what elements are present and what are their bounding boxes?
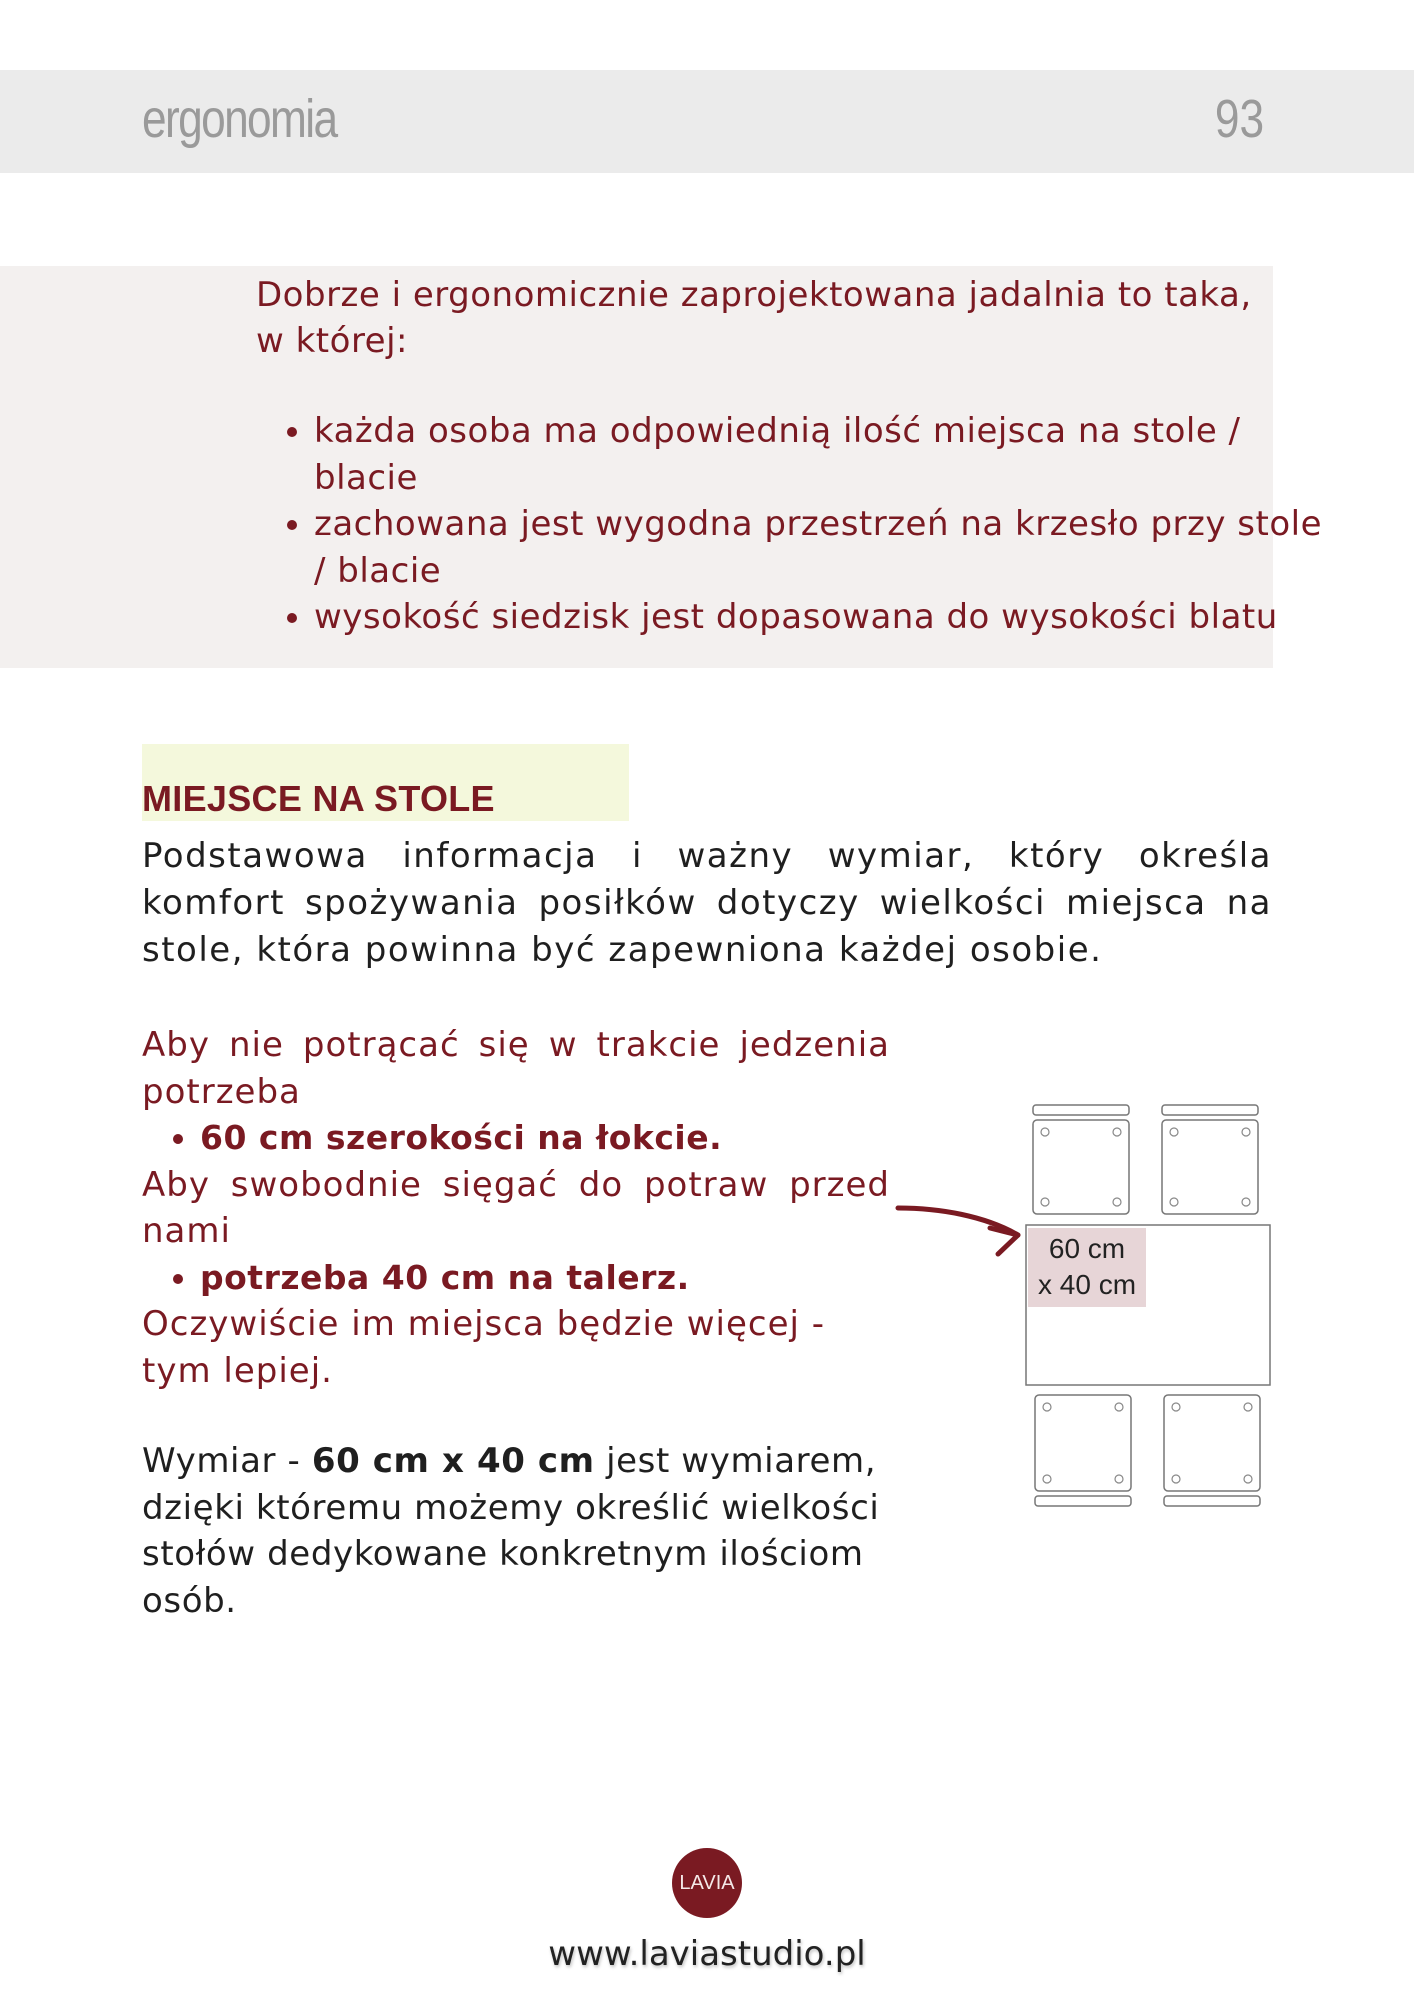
list-item: • zachowana jest wygodna przestrzeń na krzesło przy stole / blacie: [314, 501, 1324, 594]
page-number: 93: [1214, 89, 1264, 149]
list-item: • wysokość siedzisk jest dopasowana do wysokości blatu: [314, 594, 1324, 641]
chair-seat: [1162, 1120, 1258, 1214]
chair-seat: [1035, 1395, 1131, 1491]
intro-text: Dobrze i ergonomicznie zaprojektowana jadalnia to taka, w której:: [256, 275, 1252, 361]
summary-paragraph: [142, 1438, 902, 1624]
summary-prefix: Wymiar -: [142, 1441, 312, 1481]
requirement-note: Oczywiście im miejsca będzie więcej - tym lepiej.: [142, 1304, 826, 1391]
requirement-text-elbows: Aby nie potrącać się w trakcie jedzenia potrzeba: [142, 1025, 890, 1112]
chapter-title: ergonomia: [142, 89, 337, 149]
requirement-bullet: • 60 cm szerokości na łokcie.: [200, 1115, 890, 1162]
chair-seat: [1164, 1395, 1260, 1491]
dimension-depth: x 40 cm: [1037, 1269, 1137, 1300]
lead-paragraph: Podstawowa informacja i ważny wymiar, który określa komfort spożywania posiłków dotyczy wielkości miejsca na stole, która powinna być zapewniona każdej osobie.: [142, 836, 1272, 970]
footer-website-link[interactable]: www.laviastudio.pl: [548, 1934, 866, 1974]
summary-dimension: 60 cm x 40 cm: [311, 1441, 595, 1481]
requirement-text-plate: Aby swobodnie sięgać do potraw przed nami: [142, 1164, 890, 1251]
chair-backrest: [1162, 1105, 1258, 1115]
dimension-width: 60 cm: [1048, 1233, 1126, 1264]
section-heading: MIEJSCE NA STOLE: [142, 778, 495, 819]
requirement-list-plate: [142, 1255, 890, 1302]
requirements-column: [142, 1022, 890, 1394]
chair-backrest: [1035, 1496, 1131, 1506]
intro-list: [256, 408, 1324, 641]
chair-backrest: [1033, 1105, 1129, 1115]
chair-backrest: [1164, 1496, 1260, 1506]
list-item: • każda osoba ma odpowiednią ilość miejsca na stole / blacie: [314, 408, 1324, 501]
place-dimension-label: [1028, 1228, 1146, 1307]
summary-suffix: jest wymiarem, dzięki któremu możemy określić wielkości stołów dedykowane konkretnym ilościom osób.: [142, 1441, 880, 1621]
requirement-bullet: • potrzeba 40 cm na talerz.: [200, 1255, 890, 1302]
requirement-list-elbows: [142, 1115, 890, 1162]
lavia-logo: LAVIA: [672, 1848, 742, 1918]
chair-seat: [1033, 1120, 1129, 1214]
